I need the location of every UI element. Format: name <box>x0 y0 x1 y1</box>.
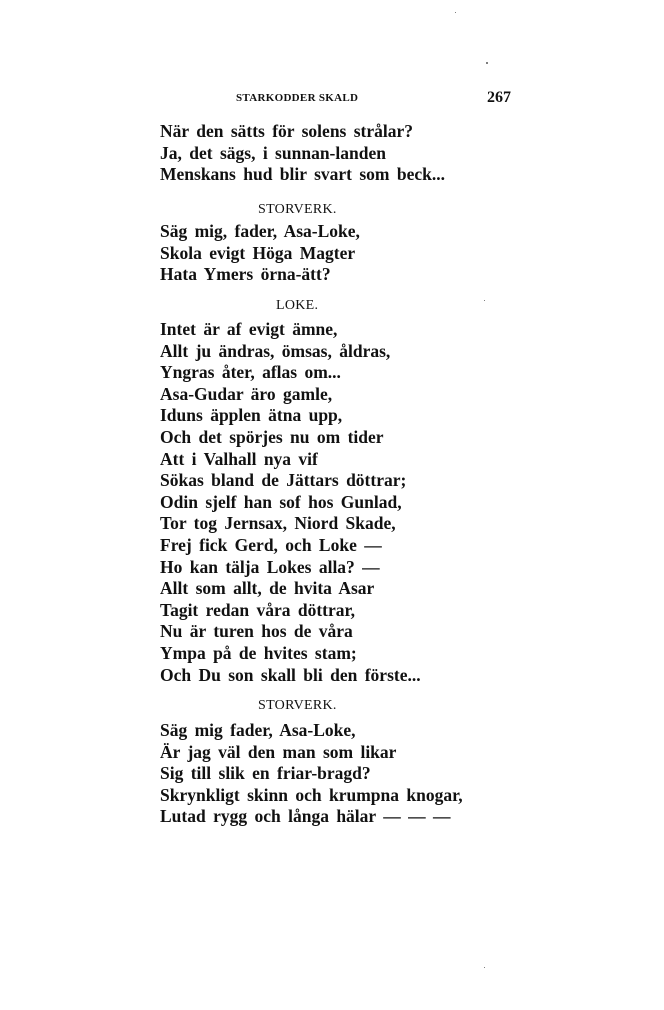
verse-line: Menskans hud blir svart som beck... <box>160 164 446 185</box>
scan-speck <box>484 300 485 301</box>
verse-line: Ho kan tälja Lokes alla? — <box>160 556 380 577</box>
speaker-label: STORVERK. <box>258 698 337 713</box>
stanza-3 <box>160 319 421 686</box>
verse-line: När den sätts för solens strålar? <box>160 121 414 141</box>
verse-line: Ympa på de hvites stam; <box>160 642 357 663</box>
verse-line: Säg mig fader, Asa-Loke, <box>160 720 356 740</box>
verse-line: Sig till slik en friar-bragd? <box>160 763 371 784</box>
verse-line: Tagit redan våra döttrar, <box>160 599 356 620</box>
stanza-2 <box>160 221 360 286</box>
stanza-1 <box>160 121 445 186</box>
scan-speck <box>455 12 456 13</box>
verse-line: Sökas bland de Jättars döttrar; <box>160 470 407 491</box>
speaker-label: STORVERK. <box>258 202 337 217</box>
verse-line: Allt ju ändras, ömsas, åldras, <box>160 340 391 361</box>
verse-line: Allt som allt, de hvita Asar <box>160 578 375 599</box>
running-title: STARKODDER SKALD <box>236 92 359 104</box>
verse-line: Säg mig, fader, Asa-Loke, <box>160 221 360 241</box>
verse-line: Hata Ymers örna-ätt? <box>160 264 331 285</box>
page-number: 267 <box>487 89 511 106</box>
stanza-4 <box>160 720 463 828</box>
verse-line: Och det spörjes nu om tider <box>160 426 384 447</box>
verse-line: Yngras åter, aflas om... <box>160 362 341 383</box>
verse-line: Att i Valhall nya vif <box>160 448 318 469</box>
verse-line: Lutad rygg och långa hälar — — — <box>160 806 451 827</box>
verse-line: Frej fick Gerd, och Loke — <box>160 534 382 555</box>
verse-line: Skrynkligt skinn och krumpna knogar, <box>160 784 463 805</box>
scan-speck <box>486 62 488 64</box>
verse-line: Iduns äpplen ätna upp, <box>160 405 343 426</box>
verse-line: Tor tog Jernsax, Niord Skade, <box>160 513 396 534</box>
verse-line: Asa-Gudar äro gamle, <box>160 383 333 404</box>
verse-line: Skola evigt Höga Magter <box>160 242 356 263</box>
verse-line: Ja, det sägs, i sunnan-landen <box>160 142 386 163</box>
verse-line: Är jag väl den man som likar <box>160 741 397 762</box>
speaker-label: LOKE. <box>276 298 319 313</box>
verse-line: Nu är turen hos de våra <box>160 621 353 642</box>
verse-line: Intet är af evigt ämne, <box>160 319 338 339</box>
scan-speck <box>484 967 485 968</box>
verse-line: Och Du son skall bli den förste... <box>160 664 421 685</box>
verse-line: Odin sjelf han sof hos Gunlad, <box>160 491 402 512</box>
